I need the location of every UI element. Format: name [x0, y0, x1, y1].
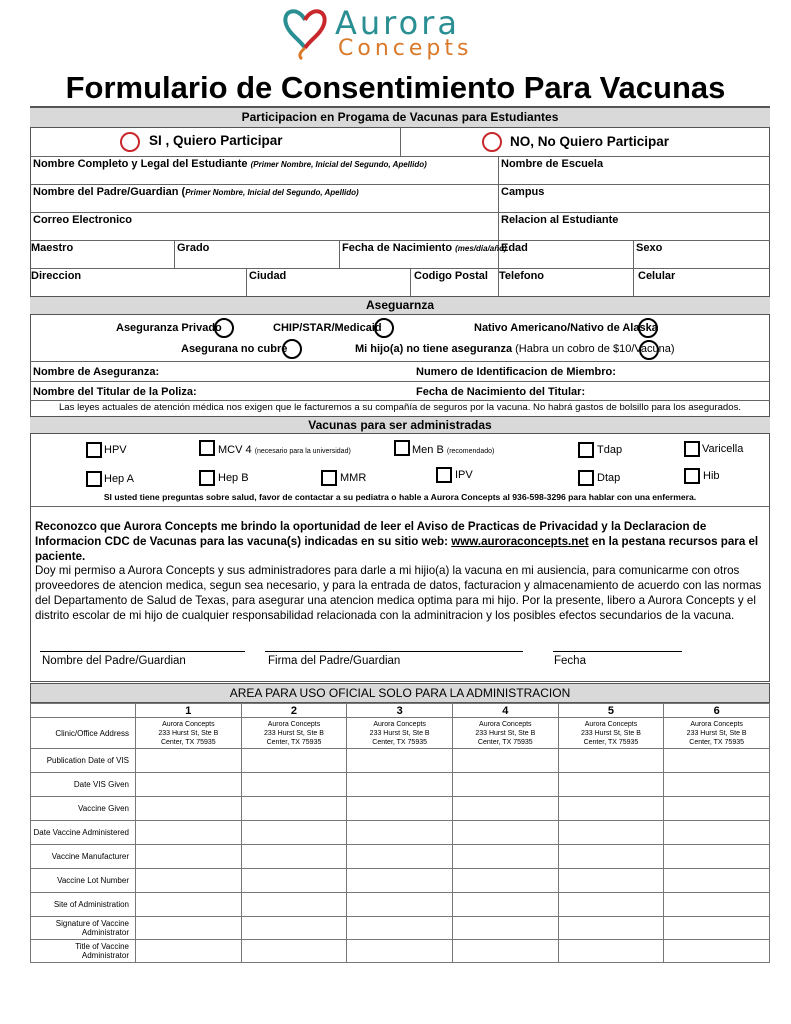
admin-row-label: Date VIS Given — [31, 773, 136, 797]
consent-p1-text-a: Reconozco que Aurora Concepts me brindo la oportunidad de leer el Aviso de Practicas de Privacidad y la Declaracion de Informacion CDC de Vacunas para las vacuna(s) indicadas en su sitio web: — [35, 520, 707, 548]
admin-entry-cell[interactable] — [136, 773, 242, 797]
admin-entry-cell[interactable] — [558, 821, 664, 845]
admin-address-cell — [664, 718, 770, 749]
insurance-header — [30, 296, 770, 315]
school-name-field[interactable]: Nombre de Escuela — [501, 158, 604, 170]
dtap-checkbox[interactable] — [578, 470, 594, 486]
consent-p1-text-b: en la pestana recursos para el paciente. — [35, 535, 759, 563]
ipv-label: IPV — [455, 469, 473, 481]
dob-field[interactable] — [342, 242, 507, 254]
admin-entry-cell[interactable] — [241, 845, 347, 869]
sex-field[interactable]: Sexo — [636, 242, 663, 254]
admin-entry-cell[interactable] — [347, 773, 453, 797]
admin-entry-cell[interactable] — [136, 940, 242, 963]
parent-signature-field[interactable]: Firma del Padre/Guardian — [268, 655, 401, 667]
admin-row — [31, 797, 770, 821]
admin-entry-cell[interactable] — [136, 845, 242, 869]
vaccines-header — [30, 416, 770, 434]
logo-line1: Aurora — [335, 4, 460, 42]
admin-address-line: Aurora Concepts — [267, 720, 321, 728]
hepa-checkbox[interactable] — [86, 471, 102, 487]
cell-field[interactable]: Celular — [638, 270, 676, 282]
ipv-checkbox[interactable] — [436, 467, 452, 483]
admin-address-line: 233 Hurst St, Ste B — [264, 729, 324, 737]
admin-entry-cell[interactable] — [452, 845, 558, 869]
admin-row — [31, 940, 770, 963]
admin-entry-cell[interactable] — [241, 749, 347, 773]
admin-entry-cell[interactable] — [347, 893, 453, 917]
insurance-header-text: Aseguarnza — [365, 298, 435, 312]
admin-address-row — [31, 718, 770, 749]
admin-entry-cell[interactable] — [664, 821, 770, 845]
admin-entry-cell[interactable] — [664, 917, 770, 940]
admin-address-line: 233 Hurst St, Ste B — [686, 729, 747, 737]
admin-column-number: 1 — [136, 704, 242, 718]
admin-entry-cell[interactable] — [452, 821, 558, 845]
student-name-label: Nombre Completo y Legal del Estudiante — [33, 158, 248, 170]
admin-address-line: 233 Hurst St, Ste B — [475, 729, 536, 737]
admin-address-cell — [241, 718, 347, 749]
hepb-checkbox[interactable] — [199, 470, 215, 486]
admin-entry-cell[interactable] — [241, 917, 347, 940]
menb-label — [412, 444, 494, 456]
admin-entry-cell[interactable] — [452, 940, 558, 963]
not-covered-label: Asegurana no cubre — [181, 343, 288, 355]
admin-column-number: 4 — [452, 704, 558, 718]
admin-entry-cell[interactable] — [452, 869, 558, 893]
hepa-label: Hep A — [104, 473, 134, 485]
admin-entry-cell[interactable] — [664, 773, 770, 797]
grade-field[interactable]: Grado — [177, 242, 210, 254]
admin-entry-cell[interactable] — [558, 940, 664, 963]
parent-name-field[interactable] — [33, 186, 359, 198]
holder-name-field[interactable]: Nombre del Titular de la Poliza: — [33, 386, 197, 398]
chip-radio[interactable] — [374, 318, 394, 338]
menb-text: Men B — [412, 444, 444, 456]
participation-header — [30, 107, 770, 128]
date-field[interactable]: Fecha — [554, 655, 586, 667]
admin-row — [31, 749, 770, 773]
admin-entry-cell[interactable] — [664, 869, 770, 893]
admin-entry-cell[interactable] — [558, 797, 664, 821]
admin-entry-cell[interactable] — [136, 917, 242, 940]
tdap-label: Tdap — [597, 444, 623, 456]
consent-paragraph-2: Doy mi permiso a Aurora Concepts y sus administradores para darle a mi hijio(a) la vacuna en mi ausiencia, para comunicarme con otros proveedores de atencion medica, segun sea necesario, y para la entrada de datos, facturacion y almacenamiento de acuerdo con las normas del Departamento de Salud de Texas, para asegurar una atencion medica optima para mi hijo. Por la presente, libero a Aurora Concepts y el distrito escolar de mi hijo de cualquier responsabilidad relacionada con la adminitracion y los posibles efectos secundarios de la vacuna. — [35, 564, 762, 622]
admin-address-line: Center, TX 75935 — [477, 738, 533, 746]
admin-column-header-row — [31, 704, 770, 718]
admin-address-cell — [347, 718, 453, 749]
admin-entry-cell[interactable] — [558, 845, 664, 869]
parent-name-hint: Primer Nombre, Inicial del Segundo, Apellido) — [185, 188, 359, 197]
admin-entry-cell[interactable] — [347, 797, 453, 821]
admin-row — [31, 773, 770, 797]
admin-address-line: 233 Hurst St, Ste B — [158, 729, 219, 737]
admin-entry-cell[interactable] — [241, 821, 347, 845]
admin-entry-cell[interactable] — [452, 797, 558, 821]
parent-name-label: Nombre del Padre/Guardian ( — [33, 186, 186, 198]
admin-entry-cell[interactable] — [241, 869, 347, 893]
no-insurance-radio[interactable] — [639, 340, 659, 360]
admin-address-line: Aurora Concepts — [373, 720, 426, 728]
admin-entry-cell[interactable] — [136, 821, 242, 845]
admin-entry-cell[interactable] — [347, 845, 453, 869]
age-field[interactable]: Edad — [501, 242, 528, 254]
admin-entry-cell[interactable] — [347, 869, 453, 893]
mcv4-checkbox[interactable] — [199, 440, 215, 456]
hib-checkbox[interactable] — [684, 468, 700, 484]
admin-entry-cell[interactable] — [136, 869, 242, 893]
admin-entry-cell[interactable] — [558, 749, 664, 773]
admin-row-label: Signature of Vaccine Administrator — [31, 917, 136, 940]
admin-address-line: Aurora Concepts — [162, 720, 215, 728]
admin-entry-cell[interactable] — [664, 940, 770, 963]
teacher-field[interactable]: Maestro — [31, 242, 74, 254]
admin-row-label: Date Vaccine Administered — [31, 821, 136, 845]
relation-field[interactable]: Relacion al Estudiante — [501, 214, 619, 226]
menb-checkbox[interactable] — [394, 440, 410, 456]
phone-field[interactable]: Telefono — [499, 270, 545, 282]
zip-field[interactable]: Codigo Postal — [414, 270, 488, 282]
admin-address-line: 233 Hurst St, Ste B — [580, 729, 641, 737]
city-field[interactable]: Ciudad — [249, 270, 287, 282]
native-radio[interactable] — [638, 318, 658, 338]
law-note: Las leyes actuales de atención médica nos exigen que le facturemos a su compañía de seguros por la vacuna. No habrá gastos de bolsillo para los asegurados. — [58, 402, 742, 413]
admin-corner-cell — [31, 704, 136, 718]
hpv-checkbox[interactable] — [86, 442, 102, 458]
dob-hint: (mes/dia/año) — [455, 244, 507, 253]
admin-entry-cell[interactable] — [664, 749, 770, 773]
private-insurance-radio[interactable] — [214, 318, 234, 338]
admin-row-label: Clinic/Office Address — [31, 718, 136, 749]
admin-address-cell — [452, 718, 558, 749]
admin-entry-cell[interactable] — [558, 893, 664, 917]
admin-address-line: Center, TX 75935 — [372, 738, 428, 746]
vaccines-header-text: Vacunas para ser administradas — [308, 418, 492, 432]
address-field[interactable]: Direccion — [31, 270, 82, 282]
admin-row — [31, 893, 770, 917]
holder-dob-field[interactable]: Fecha de Nacimiento del Titular: — [416, 386, 586, 398]
admin-entry-cell[interactable] — [241, 940, 347, 963]
admin-entry-cell[interactable] — [347, 749, 453, 773]
student-name-hint: (Primer Nombre, Inicial del Segundo, Apellido) — [250, 160, 427, 169]
mmr-label: MMR — [340, 472, 367, 484]
admin-header: AREA PARA USO OFICIAL SOLO PARA LA ADMINISTRACION — [30, 683, 770, 703]
mmr-checkbox[interactable] — [321, 470, 337, 486]
admin-entry-cell[interactable] — [452, 773, 558, 797]
hib-label: Hib — [703, 470, 720, 482]
admin-address-line: Center, TX 75935 — [583, 738, 639, 746]
varicella-label: Varicella — [702, 443, 744, 455]
admin-entry-cell[interactable] — [136, 893, 242, 917]
not-covered-radio[interactable] — [282, 339, 302, 359]
admin-row — [31, 917, 770, 940]
dob-label: Fecha de Nacimiento — [342, 242, 453, 254]
hpv-label: HPV — [104, 444, 127, 456]
admin-column-number: 3 — [347, 704, 453, 718]
admin-entry-cell[interactable] — [136, 749, 242, 773]
heart-ribbon-icon — [280, 4, 330, 60]
admin-entry-cell[interactable] — [664, 893, 770, 917]
admin-address-line: 233 Hurst St, Ste B — [369, 729, 430, 737]
admin-row-label: Vaccine Lot Number — [31, 869, 136, 893]
admin-address-cell — [136, 718, 242, 749]
dtap-label: Dtap — [597, 472, 621, 484]
admin-row-label: Title of Vaccine Administrator — [31, 940, 136, 963]
consent-paragraph-1 — [35, 519, 765, 564]
admin-entry-cell[interactable] — [664, 845, 770, 869]
admin-row-label: Vaccine Given — [31, 797, 136, 821]
admin-address-line: Center, TX 75935 — [160, 738, 216, 746]
admin-table — [30, 703, 770, 963]
admin-row-label: Publication Date of VIS — [31, 749, 136, 773]
admin-address-cell — [558, 718, 664, 749]
admin-row-label: Site of Administration — [31, 893, 136, 917]
menb-note: (recomendado) — [446, 448, 495, 455]
admin-entry-cell[interactable] — [452, 749, 558, 773]
native-label: Nativo Americano/Nativo de Alaska — [474, 322, 658, 334]
admin-column-number: 2 — [241, 704, 347, 718]
no-insurance-note: (Habra un cobro de $10/Vacuna) — [515, 343, 675, 355]
member-id-field[interactable]: Numero de Identificacion de Miembro: — [416, 366, 616, 378]
insurance-name-field[interactable]: Nombre de Aseguranza: — [33, 366, 160, 378]
mcv4-text: MCV 4 — [218, 444, 252, 456]
admin-address-line: Aurora Concepts — [584, 720, 638, 728]
admin-entry-cell[interactable] — [558, 917, 664, 940]
admin-entry-cell[interactable] — [241, 773, 347, 797]
participation-header-text: Participacion en Progama de Vacunas para Estudiantes — [241, 110, 559, 124]
admin-row — [31, 821, 770, 845]
admin-row — [31, 845, 770, 869]
admin-entry-cell[interactable] — [241, 797, 347, 821]
admin-entry-cell[interactable] — [452, 917, 558, 940]
yes-radio[interactable] — [120, 132, 140, 152]
varicella-checkbox[interactable] — [684, 441, 700, 457]
private-insurance-label: Aseguranza Privado — [116, 322, 222, 334]
admin-column-number: 5 — [558, 704, 664, 718]
admin-entry-cell[interactable] — [347, 821, 453, 845]
chip-label: CHIP/STAR/Medicaid — [273, 322, 382, 334]
admin-entry-cell[interactable] — [558, 869, 664, 893]
admin-address-line: Center, TX 75935 — [266, 738, 322, 746]
student-name-field[interactable] — [33, 158, 427, 170]
admin-address-line: Center, TX 75935 — [689, 738, 745, 746]
parent-name-signature-field[interactable]: Nombre del Padre/Guardian — [42, 655, 186, 667]
admin-entry-cell[interactable] — [664, 797, 770, 821]
admin-row-label: Vaccine Manufacturer — [31, 845, 136, 869]
no-label: NO, No Quiero Participar — [510, 134, 670, 149]
admin-entry-cell[interactable] — [452, 893, 558, 917]
mcv4-note: (necesario para la universidad) — [254, 448, 351, 455]
hepb-label: Hep B — [218, 472, 249, 484]
no-insurance-text: Mi hijo(a) no tiene aseguranza — [355, 343, 513, 355]
contact-note: SI usted tiene preguntas sobre salud, favor de contactar a su pediatra o hable a Aurora Concepts al 936-598-3296 para hablar con una enfermera. — [103, 492, 697, 502]
campus-field[interactable]: Campus — [501, 186, 545, 198]
website-link[interactable]: www.auroraconcepts.net — [451, 535, 589, 548]
admin-address-line: Aurora Concepts — [690, 720, 743, 728]
admin-address-line: Aurora Concepts — [479, 720, 532, 728]
email-field[interactable]: Correo Electronico — [33, 214, 133, 226]
admin-entry-cell[interactable] — [347, 917, 453, 940]
no-insurance-label — [355, 343, 675, 355]
page-title: Formulario de Consentimiento Para Vacunas — [65, 70, 726, 105]
admin-entry-cell[interactable] — [136, 797, 242, 821]
tdap-checkbox[interactable] — [578, 442, 594, 458]
admin-column-number: 6 — [664, 704, 770, 718]
yes-label: SI , Quiero Participar — [149, 133, 283, 148]
admin-entry-cell[interactable] — [347, 940, 453, 963]
no-radio[interactable] — [482, 132, 502, 152]
logo-line2: Concepts — [338, 36, 473, 61]
admin-row — [31, 869, 770, 893]
admin-entry-cell[interactable] — [558, 773, 664, 797]
admin-entry-cell[interactable] — [241, 893, 347, 917]
mcv4-label — [218, 444, 351, 456]
